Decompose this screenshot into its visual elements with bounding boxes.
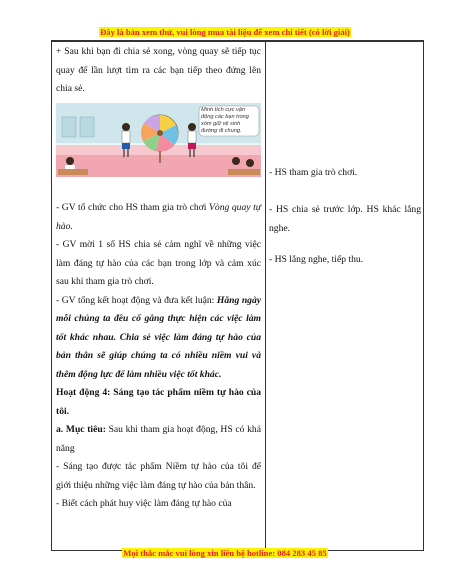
right-item-3: - HS lắng nghe, tiếp thu. (269, 254, 364, 265)
lesson-table (51, 40, 424, 551)
paragraph-conclusion: - GV tổng kết hoạt động và đưa kết luận: Hằng ngày mỗi chúng ta đều cố gắng thực hiện các việc làm tốt khác nhau. Chia sẻ việc làm đáng tự hào của bản thân sẽ giúp chúng ta có nhiều niềm vui và thêm động lực để làm nhiều việc tốt khác. (56, 294, 262, 380)
header-banner: Đây là bản xem thử, vui lòng mua tài liệu để xem chi tiết (có lời giải) (100, 27, 350, 37)
classroom-illustration (56, 103, 261, 177)
table-top-border (52, 41, 423, 42)
right-item-1: - HS tham gia trò chơi. (269, 167, 358, 178)
right-item-2: - HS chia sẻ trước lớp. HS khác lắng nghe. (269, 204, 421, 234)
paragraph-promote: - Biết cách phát huy việc làm đáng tự hào của (56, 498, 232, 509)
goal-paragraph: a. Mục tiêu: Sau khi tham gia hoạt động, HS có khả năng (56, 424, 261, 454)
illustration-caption: Minh tích cực vận động các bạn trong xóm giữ vệ sinh đường đi chung. (201, 107, 249, 134)
activity-4-heading: Hoạt động 4: Sáng tạo tác phẩm niềm tự hào của tôi. (56, 387, 261, 417)
paragraph-create: - Sáng tạo được tác phẩm Niềm tự hào của tôi để giới thiệu những việc làm đáng tự hào của bản thân. (56, 461, 261, 491)
footer-banner: Mọi thắc mắc vui lòng xin liên hệ hotline: 084 283 45 85 (123, 548, 327, 558)
paragraph-game: - GV tổ chức cho HS tham gia trò chơi Vòng quay tự hào. (56, 202, 261, 232)
column-divider (265, 41, 266, 550)
paragraph-share: - GV mời 1 số HS chia sẻ cảm nghĩ về những việc làm đáng tự hào của các bạn trong lớp và cảm xúc sau khi tham gia trò chơi. (56, 239, 261, 287)
left-content-block (56, 199, 261, 514)
left-paragraph-1: + Sau khi bạn đi chia sẻ xong, vòng quay sẽ tiếp tục quay để lần lượt tìm ra các bạn tiếp theo đứng lên chia sẻ. (56, 46, 261, 94)
